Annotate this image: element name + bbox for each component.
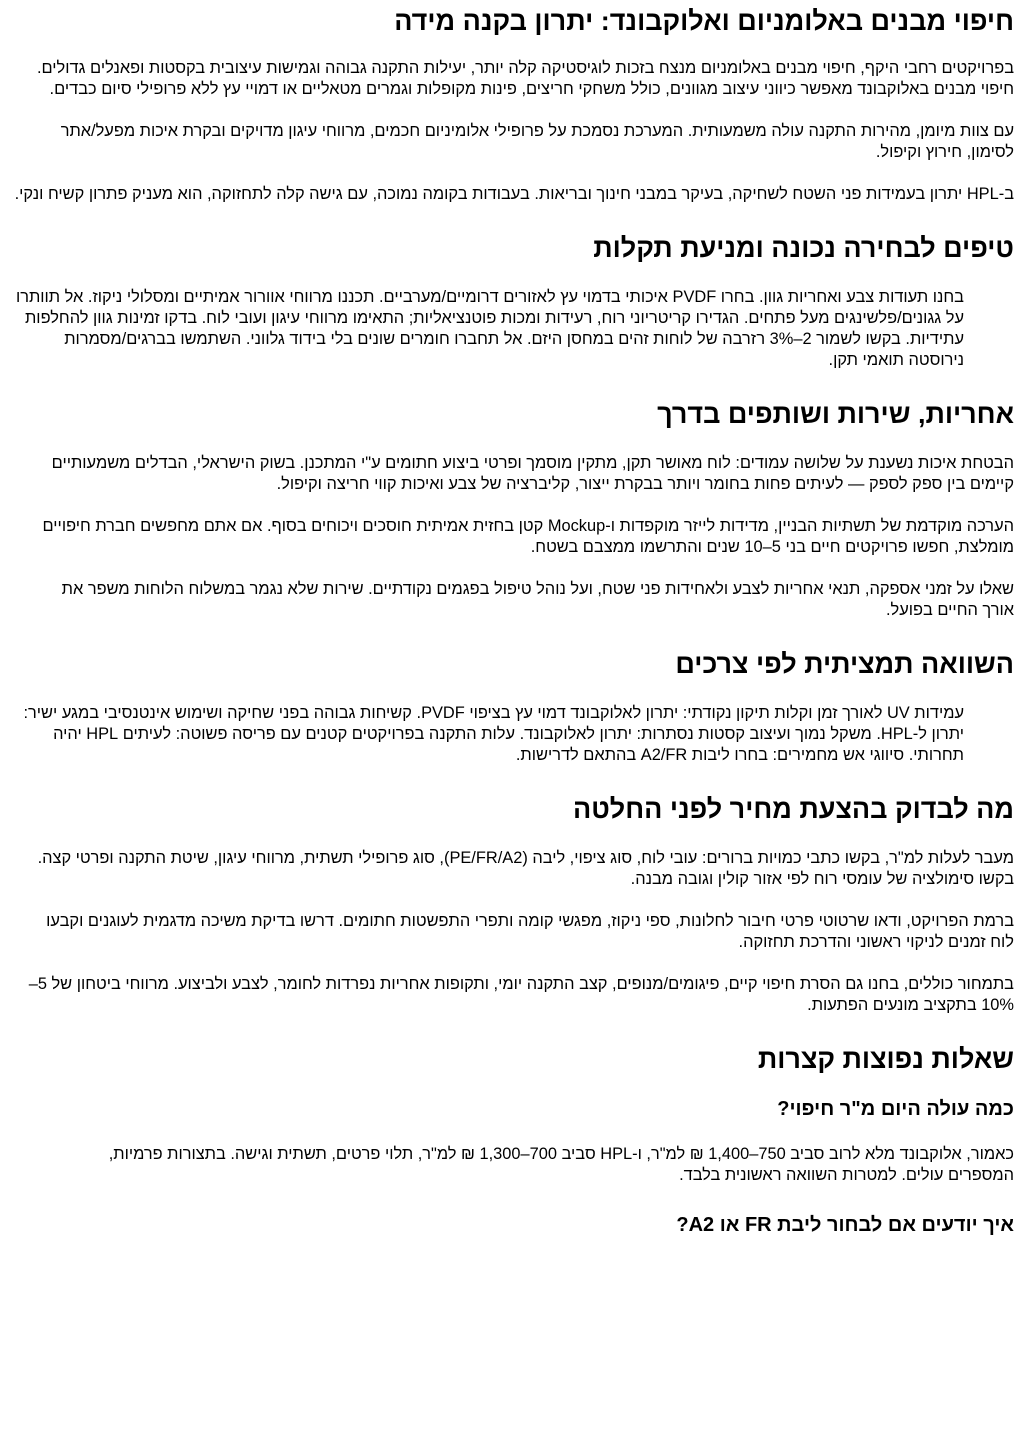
- section-heading: חיפוי מבנים באלומניום ואלוקבונד: יתרון בקנה מידה: [394, 6, 1014, 36]
- paragraph: ב-HPL יתרון בעמידות פני השטח לשחיקה, בעיקר במבני חינוך ובריאות. בעבודות בקומה נמוכה, עם גישה קלה לתחזוקה, הוא מעניק פתרון קשיח ונקי.: [14, 185, 1014, 203]
- paragraph: עמידות UV לאורך זמן וקלות תיקון נקודתי: יתרון לאלוקבונד דמוי עץ בציפוי PVDF. קשיחות גבוהה בפני שחיקה ושימוש אינטנסיבי במגע ישיר: יתרון ל-HPL. משקל נמוך ועיצוב קסטות נסתרות: יתרון לאלוקבונד. עלות התקנה בפרויקטים קטנים עם פריסה פשוטה: לעיתים HPL יהיה תחרותי. סיווגי אש מחמירים: בחרו ליבות A2/FR בהתאם לדרישות.: [23, 704, 964, 764]
- section-heading: מה לבדוק בהצעת מחיר לפני החלטה: [572, 794, 1014, 824]
- paragraph: בפרויקטים רחבי היקף, חיפוי מבנים באלומניום מנצח בזכות לוגיסטיקה קלה יותר, יעילות התקנה גבוהה וגמישות עיצובית בקסטות ופאנלים גדולים. חיפוי מבנים באלוקבונד מאפשר כיווני עיצוב מגוונים, כולל משחקי חריצים, פינות מקופלות וגמרים מטאליים או דמויי עץ ללא פרופילי סיום כבדים.: [36, 59, 1014, 98]
- paragraph: בחנו תעודות צבע ואחריות גוון. בחרו PVDF איכותי בדמוי עץ לאזורים דרומיים/מערביים. תכננו מרווחי אוורור אמיתיים ומסלולי ניקוז. אל תוותרו על גגונים/פלשינגים מעל פתחים. הגדירו קריטריוני רוח, רעידות ומכות פוטנציאליות; התאימו מרווחי עיגון ועובי לוח. בדקו זמינות גוון להחלפות עתידיות. בקשו לשמור 2–3% רזרבה של לוחות זהים במחסן היזם. אל תחברו חומרים שונים בלי בידוד גלווני. השתמשו בברגים/מסמרות נירוסטה תואמי תקן.: [15, 288, 964, 369]
- faq-answer: כאמור, אלוקבונד מלא לרוב סביב 750–1,400 ₪ למ"ר, ו-HPL סביב 700–1,300 ₪ למ"ר, תלוי פרטים, תשתית וגישה. בתצורות פרמיות, המספרים עולים. למטרות השוואה ראשונית בלבד.: [108, 1145, 1014, 1184]
- section-heading: השוואה תמציתית לפי צרכים: [675, 649, 1014, 679]
- paragraph: הבטחת איכות נשענת על שלושה עמודים: לוח מאושר תקן, מתקין מוסמך ופרטי ביצוע חתומים ע"י המתכנן. בשוק הישראלי, הבדלים משמעותיים קיימים בין ספק לספק — לעיתים פחות בחומר ויותר בבקרת ייצור, קליברציה של צבע ואיכות קווי חריצה וקיפול.: [51, 454, 1014, 493]
- paragraph: שאלו על זמני אספקה, תנאי אחריות לצבע ולאחידות פני שטח, ועל נוהל טיפול בפגמים נקודתיים. שירות שלא נגמר במשלוח הלוחות משפר את אורך החיים בפועל.: [61, 580, 1014, 619]
- faq-question: איך יודעים אם לבחור ליבת FR או A2?: [676, 1214, 1014, 1236]
- paragraph: מעבר לעלות למ"ר, בקשו כתבי כמויות ברורים: עובי לוח, סוג ציפוי, ליבה (PE/FR/A2), סוג פרופילי תשתית, מרווחי עיגון, שיטת התקנה ופרטי קצה. בקשו סימולציה של עומסי רוח לפי אזור קולין וגובה מבנה.: [37, 849, 1014, 888]
- faq-item: [10, 1212, 1014, 1238]
- paragraph: ברמת הפרויקט, ודאו שרטוטי פרטי חיבור לחלונות, ספי ניקוז, מפגשי קומה ותפרי התפשטות חתומים. דרשו בדיקת משיכה מדגמית לעוגנים וקבעו לוח זמנים לניקוי ראשוני והדרכת תחזוקה.: [46, 912, 1014, 951]
- faq-item: [10, 1096, 1014, 1186]
- section-heading: טיפים לבחירה נכונה ומניעת תקלות: [593, 233, 1014, 263]
- paragraph: עם צוות מיומן, מהירות התקנה עולה משמעותית. המערכת נסמכת על פרופילי אלומיניום חכמים, מרווחי עיגון מדויקים ובקרת איכות מפעל/אתר לסימון, חירוץ וקיפול.: [60, 122, 1014, 161]
- section-body: [10, 287, 1014, 371]
- faq-list: [10, 1096, 1014, 1238]
- section-body: [10, 703, 1014, 766]
- section-body: [10, 848, 1014, 1016]
- paragraph: בתמחור כוללים, בחנו גם הסרת חיפוי קיים, פיגומים/מנופים, קצב התקנה יומי, ותקופות אחריות נפרדות לחומר, לצבע ולביצוע. מרווחי ביטחון של 5–10% בתקציב מונעים הפתעות.: [28, 975, 1014, 1014]
- section-body: [10, 58, 1014, 205]
- paragraph: הערכה מוקדמת של תשתיות הבניין, מדידות לייזר מוקפדות ו-Mockup קטן בחזית אמיתית חוסכים ויכוחים בסוף. אם אתם מחפשים חברת חיפויים מומלצת, חפשו פרויקטים חיים בני 5–10 שנים והתרשמו ממצבם בשטח.: [42, 517, 1014, 556]
- faq-question: כמה עולה היום מ"ר חיפוי?: [777, 1098, 1014, 1120]
- section-heading: אחריות, שירות ושותפים בדרך: [657, 399, 1014, 429]
- section-heading: שאלות נפוצות קצרות: [757, 1044, 1014, 1074]
- section-body: [10, 453, 1014, 621]
